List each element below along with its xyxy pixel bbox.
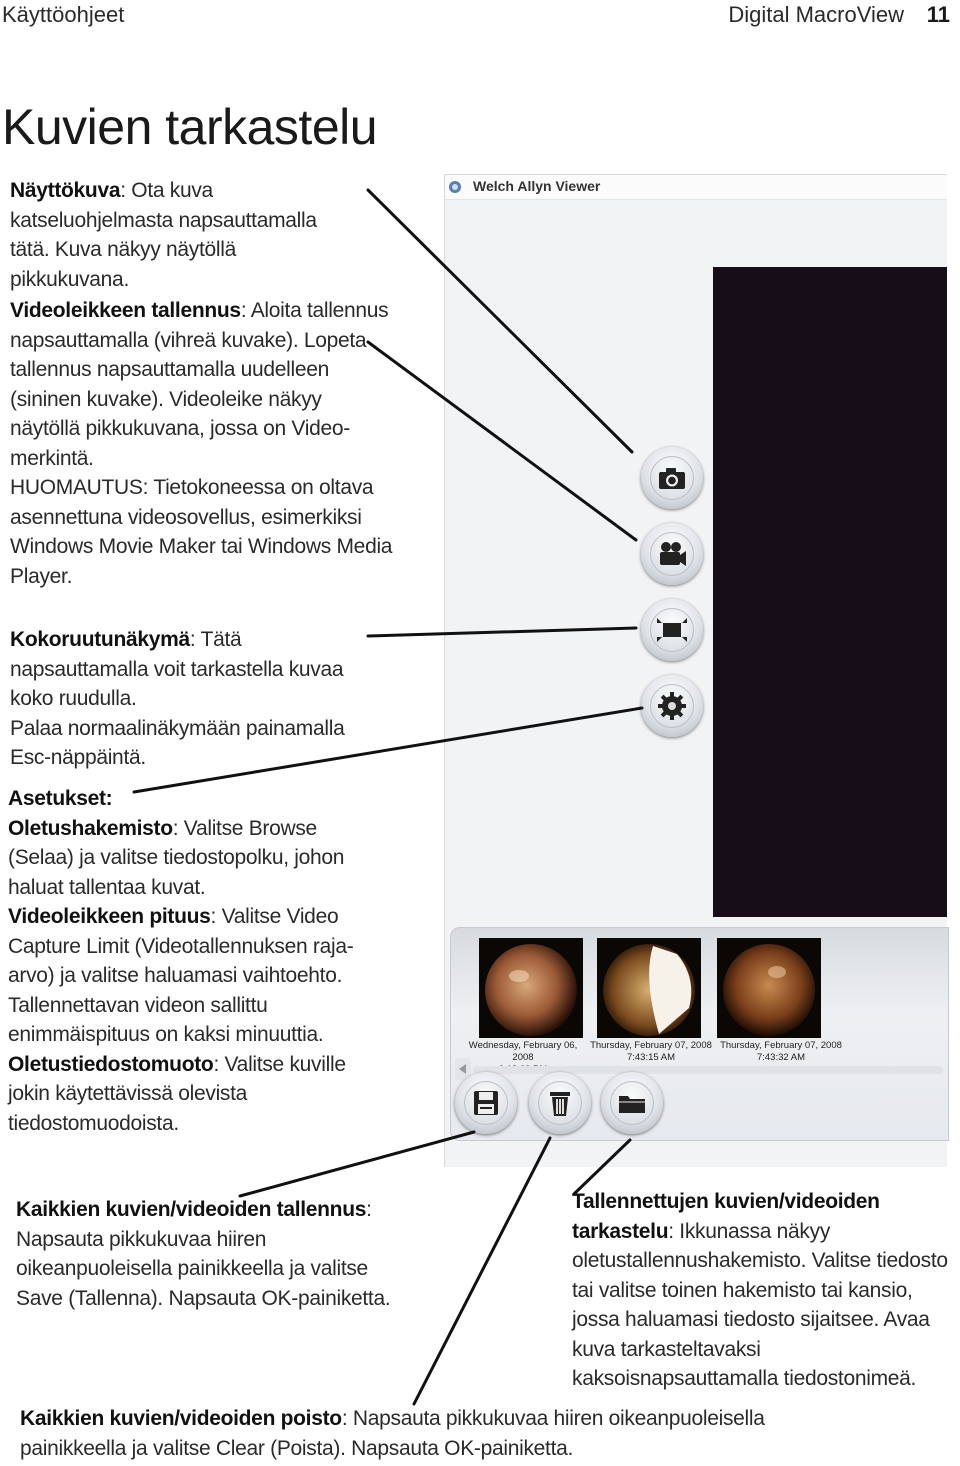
running-header-left: Käyttöohjeet — [2, 2, 125, 27]
thumbnail-1-date: Wednesday, February 06, 2008 — [468, 1040, 578, 1063]
page-title: Kuvien tarkastelu — [2, 99, 378, 155]
settings-folder-term: Oletushakemisto — [8, 816, 173, 840]
capture-text: : Ota kuva katseluohjelmasta napsauttamalla tätä. Kuva näkyy näytöllä pikkukuvana. — [10, 179, 317, 291]
callout-line-settings — [134, 708, 642, 792]
video-term: Videoleikkeen tallennus — [10, 299, 241, 322]
view-saved-text: : Ikkunassa näkyy oletustallennushakemisto. Valitse tiedosto tai valitse toinen hakemisto tai kansio, jossa haluamasi tiedosto sijaitsee. Avaa kuva tarkasteltavaksi kaksoisnapsauttamalla tiedostonimeä. — [572, 1219, 948, 1390]
running-header-product: Digital MacroView — [728, 2, 904, 27]
settings-folder-text: : Valitse Browse (Selaa) ja valitse tiedostopolku, johon haluat tallentaa kuvat. — [8, 816, 345, 899]
fullscreen-text: : Tätä napsauttamalla voit tarkastella kuvaa koko ruudulla. — [10, 628, 344, 710]
page-number: 11 — [926, 2, 950, 27]
callout-line-video — [368, 342, 636, 540]
settings-format-term: Oletustiedostomuoto — [8, 1052, 214, 1076]
video-note: HUOMAUTUS: Tietokoneessa on oltava asennettuna videosovellus, esimerkiksi Windows Movie Maker tai Windows Media Player. — [10, 476, 393, 588]
thumbnail-2-time: 7:43:15 AM — [626, 1052, 676, 1063]
save-all-term: Kaikkien kuvien/videoiden tallennus — [16, 1198, 367, 1221]
settings-length-text: : Valitse Video Capture Limit (Videotallennuksen raja-arvo) ja valitse haluamasi vaihtoehto. Tallennettavan videon sallittu enimmäispituus on kaksi minuuttia. — [8, 905, 354, 1046]
capture-term: Näyttökuva — [10, 179, 121, 202]
settings-format-text: : Valitse kuville jokin käytettävissä olevista tiedostomuodoista. — [8, 1052, 346, 1135]
callout-line-save — [240, 1132, 474, 1196]
callout-line-clear — [414, 1138, 550, 1404]
settings-length-term: Videoleikkeen pituus — [8, 905, 211, 928]
fullscreen-text-2: Palaa normaalinäkymään painamalla Esc-näppäintä. — [10, 716, 345, 769]
thumbnail-2-date: Thursday, February 07, 2008 — [590, 1040, 712, 1051]
fullscreen-term: Kokoruutunäkymä — [10, 628, 190, 651]
view-saved-term: Tallennettujen kuvien/videoiden tarkastelu — [572, 1190, 880, 1243]
thumbnail-3-time: 7:43:32 AM — [756, 1052, 806, 1063]
video-text: : Aloita tallennus napsauttamalla (vihreä kuvake). Lopeta tallennus napsauttamalla uudelleen (sininen kuvake). Videoleike näkyy näytöllä pikkukuvana, jossa on Video-merkintä. — [10, 299, 389, 470]
clear-all-term: Kaikkien kuvien/videoiden poisto — [20, 1407, 342, 1430]
settings-heading: Asetukset: — [8, 787, 113, 810]
callout-line-fullscreen — [368, 628, 636, 636]
callout-line-capture — [368, 190, 632, 452]
callout-line-folder — [574, 1140, 630, 1194]
thumbnail-3-date: Thursday, February 07, 2008 — [720, 1040, 842, 1051]
clear-all-text: : Napsauta pikkukuvaa hiiren oikeanpuoleisella painikkeella ja valitse Clear (Poista). Napsauta OK-painiketta. — [20, 1407, 765, 1460]
window-title: Welch Allyn Viewer — [473, 178, 601, 194]
save-all-text: : Napsauta pikkukuvaa hiiren oikeanpuoleisella painikkeella ja valitse Save (Tallenna). Napsauta OK-painiketta. — [16, 1198, 391, 1310]
